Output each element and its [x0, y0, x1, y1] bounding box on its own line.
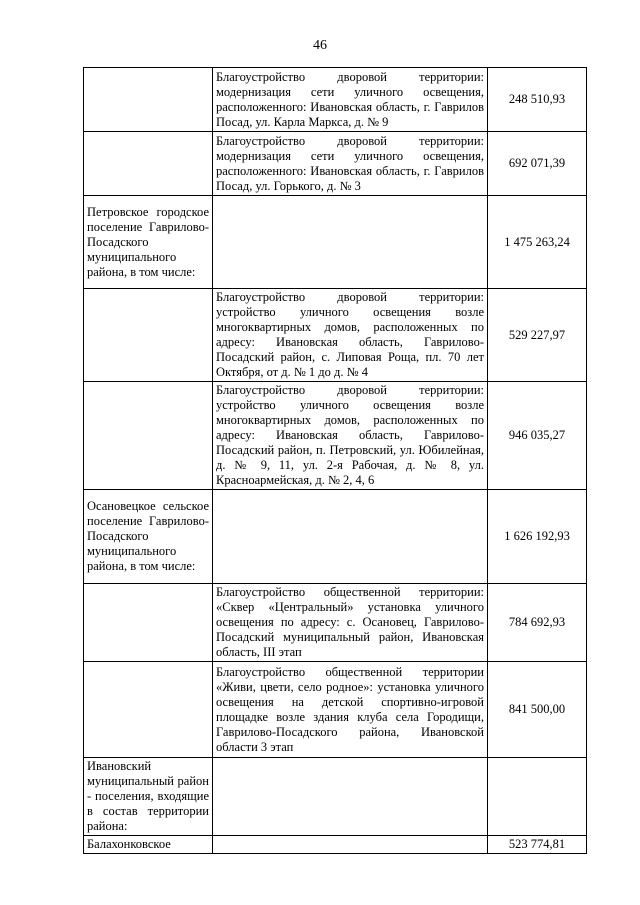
table-row — [84, 289, 587, 382]
municipality-cell — [84, 584, 213, 662]
description-cell — [213, 758, 488, 836]
amount-cell: 784 692,93 — [488, 584, 587, 662]
amount-cell: 248 510,93 — [488, 68, 587, 132]
table-row — [84, 836, 587, 854]
municipality-cell: Петровское городское поселение Гаврилово-Посадского муниципального района, в том числе: — [84, 196, 213, 289]
table-row — [84, 758, 587, 836]
table-row — [84, 490, 587, 584]
municipality-cell: Осановецкое сельское поселение Гаврилово-Посадского муниципального района, в том числе: — [84, 490, 213, 584]
description-cell: Благоустройство дворовой территории: устройство уличного освещения возле многоквартирных домов, расположенных по адресу: Ивановская область, Гаврилово-Посадский район, с. Липовая Роща, пл. 70 лет Октября, от д. № 1 до д. № 4 — [213, 289, 488, 382]
amount-cell: 1 626 192,93 — [488, 490, 587, 584]
description-cell: Благоустройство дворовой территории: устройство уличного освещения возле многоквартирных домов, расположенных по адресу: Ивановская область, Гаврилово-Посадский район, п. Петровский, ул. Юбилейная, д. № 9, 11, ул. 2-я Рабочая, д. № 8, ул. Красноармейская, д. № 2, 4, 6 — [213, 382, 488, 490]
municipality-cell — [84, 132, 213, 196]
table-row — [84, 662, 587, 758]
description-cell — [213, 836, 488, 854]
amount-cell: 529 227,97 — [488, 289, 587, 382]
amount-cell: 692 071,39 — [488, 132, 587, 196]
description-cell: Благоустройство дворовой территории: модернизация сети уличного освещения, расположенного: Ивановская область, г. Гаврилов Посад, ул. Карла Маркса, д. № 9 — [213, 68, 488, 132]
amount-cell: 946 035,27 — [488, 382, 587, 490]
municipality-cell: Ивановский муниципальный район - поселения, входящие в состав территории района: — [84, 758, 213, 836]
amount-cell: 1 475 263,24 — [488, 196, 587, 289]
municipality-cell: Балахонковское — [84, 836, 213, 854]
table-row — [84, 132, 587, 196]
description-cell — [213, 196, 488, 289]
table-row — [84, 382, 587, 490]
table-row — [84, 196, 587, 289]
description-cell: Благоустройство общественной территории «Живи, цвети, село родное»: установка уличного освещения на детской спортивно-игровой площадке возле здания клуба села Городищи, Гаврилово-Посадского района, Ивановской области 3 этап — [213, 662, 488, 758]
amount-cell: 841 500,00 — [488, 662, 587, 758]
description-cell: Благоустройство общественной территории: «Сквер «Центральный» установка уличного освещения по адресу: с. Осановец, Гаврилово-Посадский муниципальный район, Ивановская область, III этап — [213, 584, 488, 662]
amount-cell: 523 774,81 — [488, 836, 587, 854]
municipality-cell — [84, 662, 213, 758]
municipality-cell — [84, 68, 213, 132]
page-number: 46 — [313, 38, 327, 53]
table-row — [84, 68, 587, 132]
description-cell — [213, 490, 488, 584]
municipality-cell — [84, 289, 213, 382]
description-cell: Благоустройство дворовой территории: модернизация сети уличного освещения, расположенного: Ивановская область, г. Гаврилов Посад, ул. Горького, д. № 3 — [213, 132, 488, 196]
amount-cell — [488, 758, 587, 836]
table-row — [84, 584, 587, 662]
table-body — [84, 68, 587, 854]
municipality-cell — [84, 382, 213, 490]
budget-table — [83, 67, 587, 854]
